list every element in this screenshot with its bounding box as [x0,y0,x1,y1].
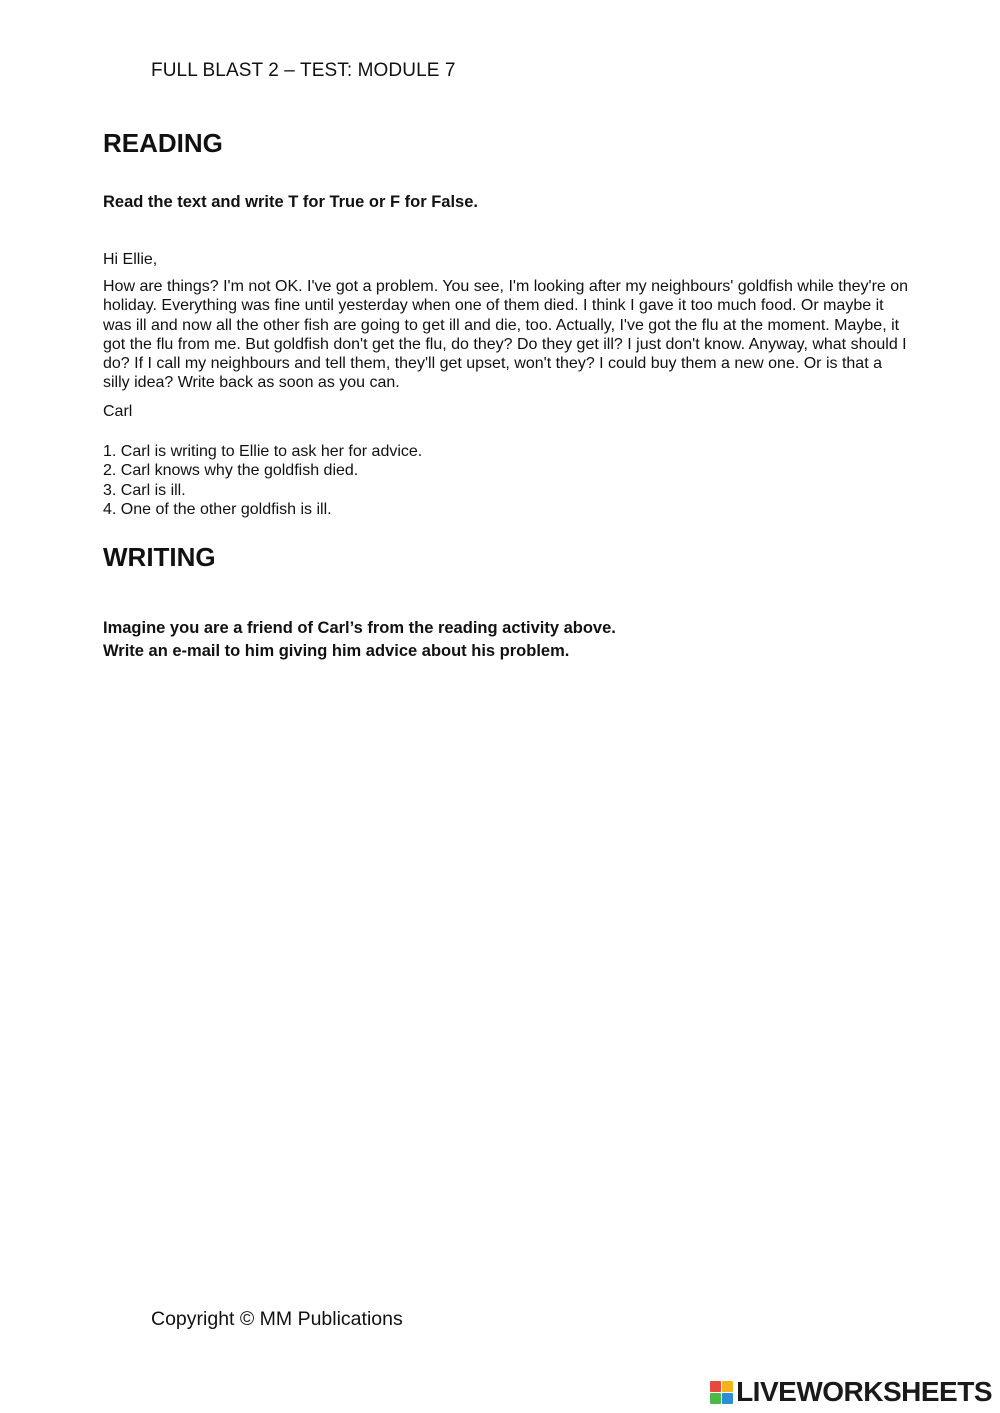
copyright-footer: Copyright © MM Publications [151,1308,403,1330]
writing-title: WRITING [103,542,216,572]
statement-4: 4. One of the other goldfish is ill. [103,500,332,518]
logo-tile-blue [722,1393,733,1404]
letter-greeting: Hi Ellie, [103,251,158,268]
reading-instruction: Read the text and write T for True or F for False. [103,193,478,211]
statements-list [103,442,422,519]
logo-tile-red [710,1381,721,1392]
liveworksheets-icon [710,1381,733,1404]
logo-tile-green [710,1393,721,1404]
logo-tile-yellow [722,1381,733,1392]
liveworksheets-logo [710,1376,992,1408]
writing-instruction [103,617,616,663]
liveworksheets-wordmark: LIVEWORKSHEETS [736,1376,992,1407]
writing-instruction-line-1: Imagine you are a friend of Carl’s from the reading activity above. [103,619,616,637]
statement-3: 3. Carl is ill. [103,481,186,499]
writing-instruction-line-2: Write an e-mail to him giving him advice about his problem. [103,642,570,660]
page-header: FULL BLAST 2 – TEST: MODULE 7 [151,60,456,81]
statement-1: 1. Carl is writing to Ellie to ask her for advice. [103,443,423,460]
reading-title: READING [103,128,223,158]
statement-2: 2. Carl knows why the goldfish died. [103,462,359,480]
letter-body: How are things? I'm not OK. I've got a problem. You see, I'm looking after my neighbours' goldfish while they're on holiday. Everything was fine until yesterday when one of them died. I think I gave it too much food. Or maybe it was ill and now all the other fish are going to get ill and die, too. Actually, I've got the flu at the moment. Maybe, it got the flu from me. But goldfish don't get the flu, do they? Do they get ill? I just don't know. Anyway, what should I do? If I call my neighbours and tell them, they'll get upset, won't they? I could buy them a new one. Or is that a silly idea? Write back as soon as you can. [103,278,909,392]
letter-signoff: Carl [103,403,133,420]
